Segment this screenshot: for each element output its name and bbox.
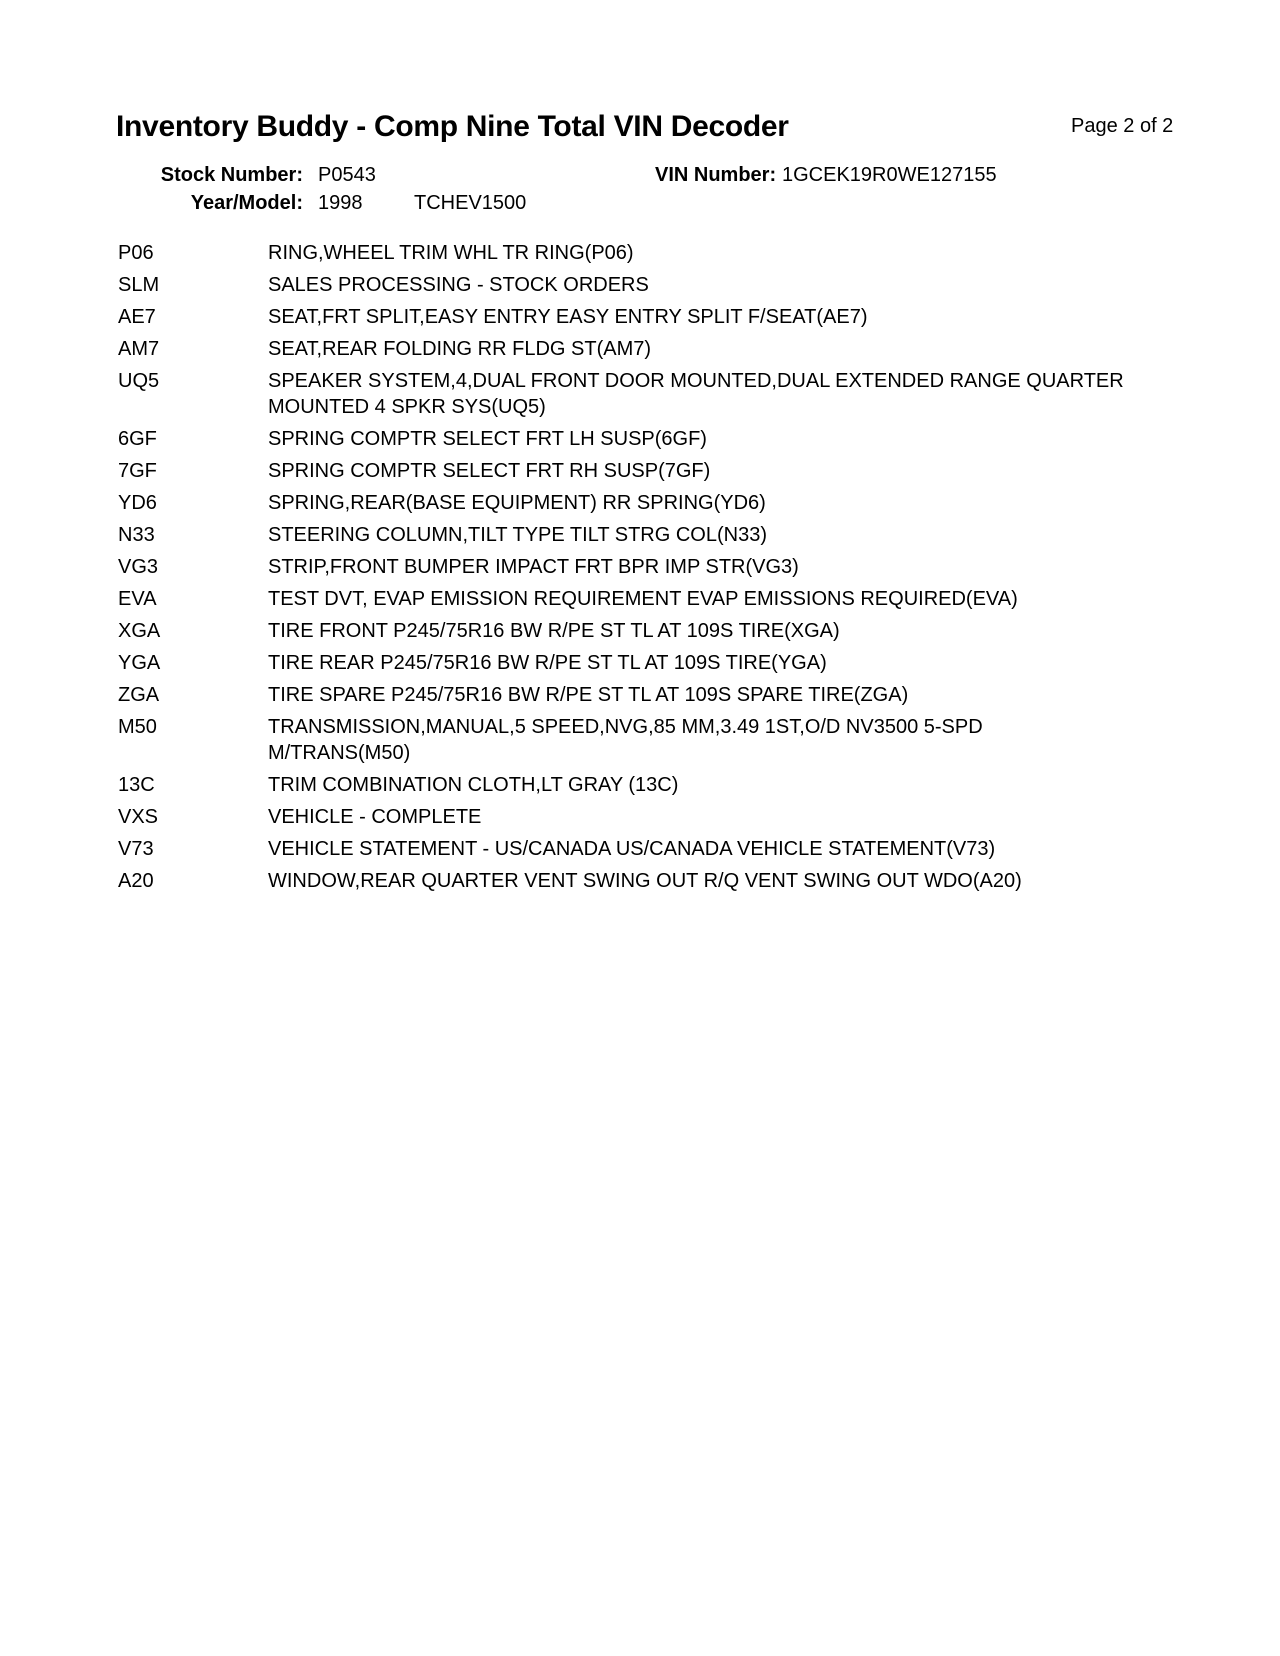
option-description — [268, 682, 1178, 708]
option-row-vxs — [118, 804, 1178, 830]
option-row-ae7 — [118, 304, 1178, 330]
option-code: 13C — [118, 774, 155, 796]
option-code: VG3 — [118, 556, 159, 578]
option-row-eva — [118, 586, 1178, 612]
year-value: 1998 — [318, 192, 363, 214]
option-description — [268, 272, 1178, 298]
option-description-line: SPRING COMPTR SELECT FRT RH SUSP(7GF) — [268, 460, 711, 482]
option-row-p06 — [118, 240, 1178, 266]
option-code: P06 — [118, 242, 154, 264]
option-description — [268, 304, 1178, 330]
option-description-line: TIRE SPARE P245/75R16 BW R/PE ST TL AT 109S SPARE TIRE(ZGA) — [268, 684, 909, 706]
option-description-line: SEAT,REAR FOLDING RR FLDG ST(AM7) — [268, 338, 652, 360]
option-description — [268, 240, 1178, 266]
option-description-line: SPEAKER SYSTEM,4,DUAL FRONT DOOR MOUNTED,DUAL EXTENDED RANGE QUARTER — [268, 370, 1124, 392]
option-row-yd6 — [118, 490, 1178, 516]
option-description-line: STRIP,FRONT BUMPER IMPACT FRT BPR IMP STR(VG3) — [268, 556, 799, 578]
option-description — [268, 522, 1178, 548]
option-code: AM7 — [118, 338, 160, 360]
option-row-uq5 — [118, 368, 1178, 420]
option-description-line: VEHICLE - COMPLETE — [268, 806, 482, 828]
option-description-line: SEAT,FRT SPLIT,EASY ENTRY EASY ENTRY SPLIT F/SEAT(AE7) — [268, 306, 868, 328]
option-row-n33 — [118, 522, 1178, 548]
option-description-line: TRANSMISSION,MANUAL,5 SPEED,NVG,85 MM,3.49 1ST,O/D NV3500 5-SPD — [268, 716, 983, 738]
option-row-zga — [118, 682, 1178, 708]
option-description-line: RING,WHEEL TRIM WHL TR RING(P06) — [268, 242, 634, 264]
option-description-line: SPRING,REAR(BASE EQUIPMENT) RR SPRING(YD6) — [268, 492, 766, 514]
option-description-line: SALES PROCESSING - STOCK ORDERS — [268, 274, 649, 296]
option-row-13c — [118, 772, 1178, 798]
option-row-yga — [118, 650, 1178, 676]
vin-number-label: VIN Number: — [655, 164, 777, 186]
option-description — [268, 618, 1178, 644]
option-description — [268, 714, 1178, 766]
option-code: M50 — [118, 716, 157, 738]
option-code: A20 — [118, 870, 154, 892]
option-code: SLM — [118, 274, 160, 296]
option-row-6gf — [118, 426, 1178, 452]
option-code: N33 — [118, 524, 155, 546]
option-description — [268, 868, 1178, 894]
option-description-line: SPRING COMPTR SELECT FRT LH SUSP(6GF) — [268, 428, 707, 450]
option-description — [268, 336, 1178, 362]
option-description-line: STEERING COLUMN,TILT TYPE TILT STRG COL(N33) — [268, 524, 767, 546]
option-row-a20 — [118, 868, 1178, 894]
option-description — [268, 554, 1178, 580]
option-description-line: TRIM COMBINATION CLOTH,LT GRAY (13C) — [268, 774, 679, 796]
option-code: XGA — [118, 620, 161, 642]
option-description — [268, 772, 1178, 798]
option-row-vg3 — [118, 554, 1178, 580]
option-description — [268, 804, 1178, 830]
option-row-slm — [118, 272, 1178, 298]
option-description-line: TIRE REAR P245/75R16 BW R/PE ST TL AT 109S TIRE(YGA) — [268, 652, 827, 674]
option-description-line: M/TRANS(M50) — [268, 742, 411, 764]
option-description-line: WINDOW,REAR QUARTER VENT SWING OUT R/Q VENT SWING OUT WDO(A20) — [268, 870, 1022, 892]
option-code-list — [118, 240, 1178, 900]
year-model-label: Year/Model: — [190, 192, 303, 214]
option-row-v73 — [118, 836, 1178, 862]
option-code: ZGA — [118, 684, 160, 706]
option-code: YD6 — [118, 492, 157, 514]
option-code: AE7 — [118, 306, 156, 328]
vin-number-value: 1GCEK19R0WE127155 — [782, 164, 997, 186]
option-code: EVA — [118, 588, 157, 610]
option-code: VXS — [118, 806, 159, 828]
option-row-xga — [118, 618, 1178, 644]
option-row-7gf — [118, 458, 1178, 484]
option-code: 6GF — [118, 428, 157, 450]
option-description-line: TIRE FRONT P245/75R16 BW R/PE ST TL AT 109S TIRE(XGA) — [268, 620, 840, 642]
option-row-m50 — [118, 714, 1178, 766]
option-description — [268, 490, 1178, 516]
option-description — [268, 586, 1178, 612]
option-code: UQ5 — [118, 370, 160, 392]
model-value: TCHEV1500 — [414, 192, 527, 214]
option-code: YGA — [118, 652, 161, 674]
stock-number-value: P0543 — [318, 164, 376, 186]
option-description-line: TEST DVT, EVAP EMISSION REQUIREMENT EVAP EMISSIONS REQUIRED(EVA) — [268, 588, 1018, 610]
page-number-indicator: Page 2 of 2 — [1071, 115, 1174, 137]
option-description — [268, 426, 1178, 452]
option-code: 7GF — [118, 460, 157, 482]
stock-number-label: Stock Number: — [160, 164, 303, 186]
option-row-am7 — [118, 336, 1178, 362]
page-title: Inventory Buddy - Comp Nine Total VIN Decoder — [116, 110, 789, 143]
option-description — [268, 368, 1178, 420]
option-code: V73 — [118, 838, 154, 860]
option-description — [268, 650, 1178, 676]
option-description-line: MOUNTED 4 SPKR SYS(UQ5) — [268, 396, 546, 418]
option-description — [268, 458, 1178, 484]
option-description — [268, 836, 1178, 862]
option-description-line: VEHICLE STATEMENT - US/CANADA US/CANADA VEHICLE STATEMENT(V73) — [268, 838, 996, 860]
